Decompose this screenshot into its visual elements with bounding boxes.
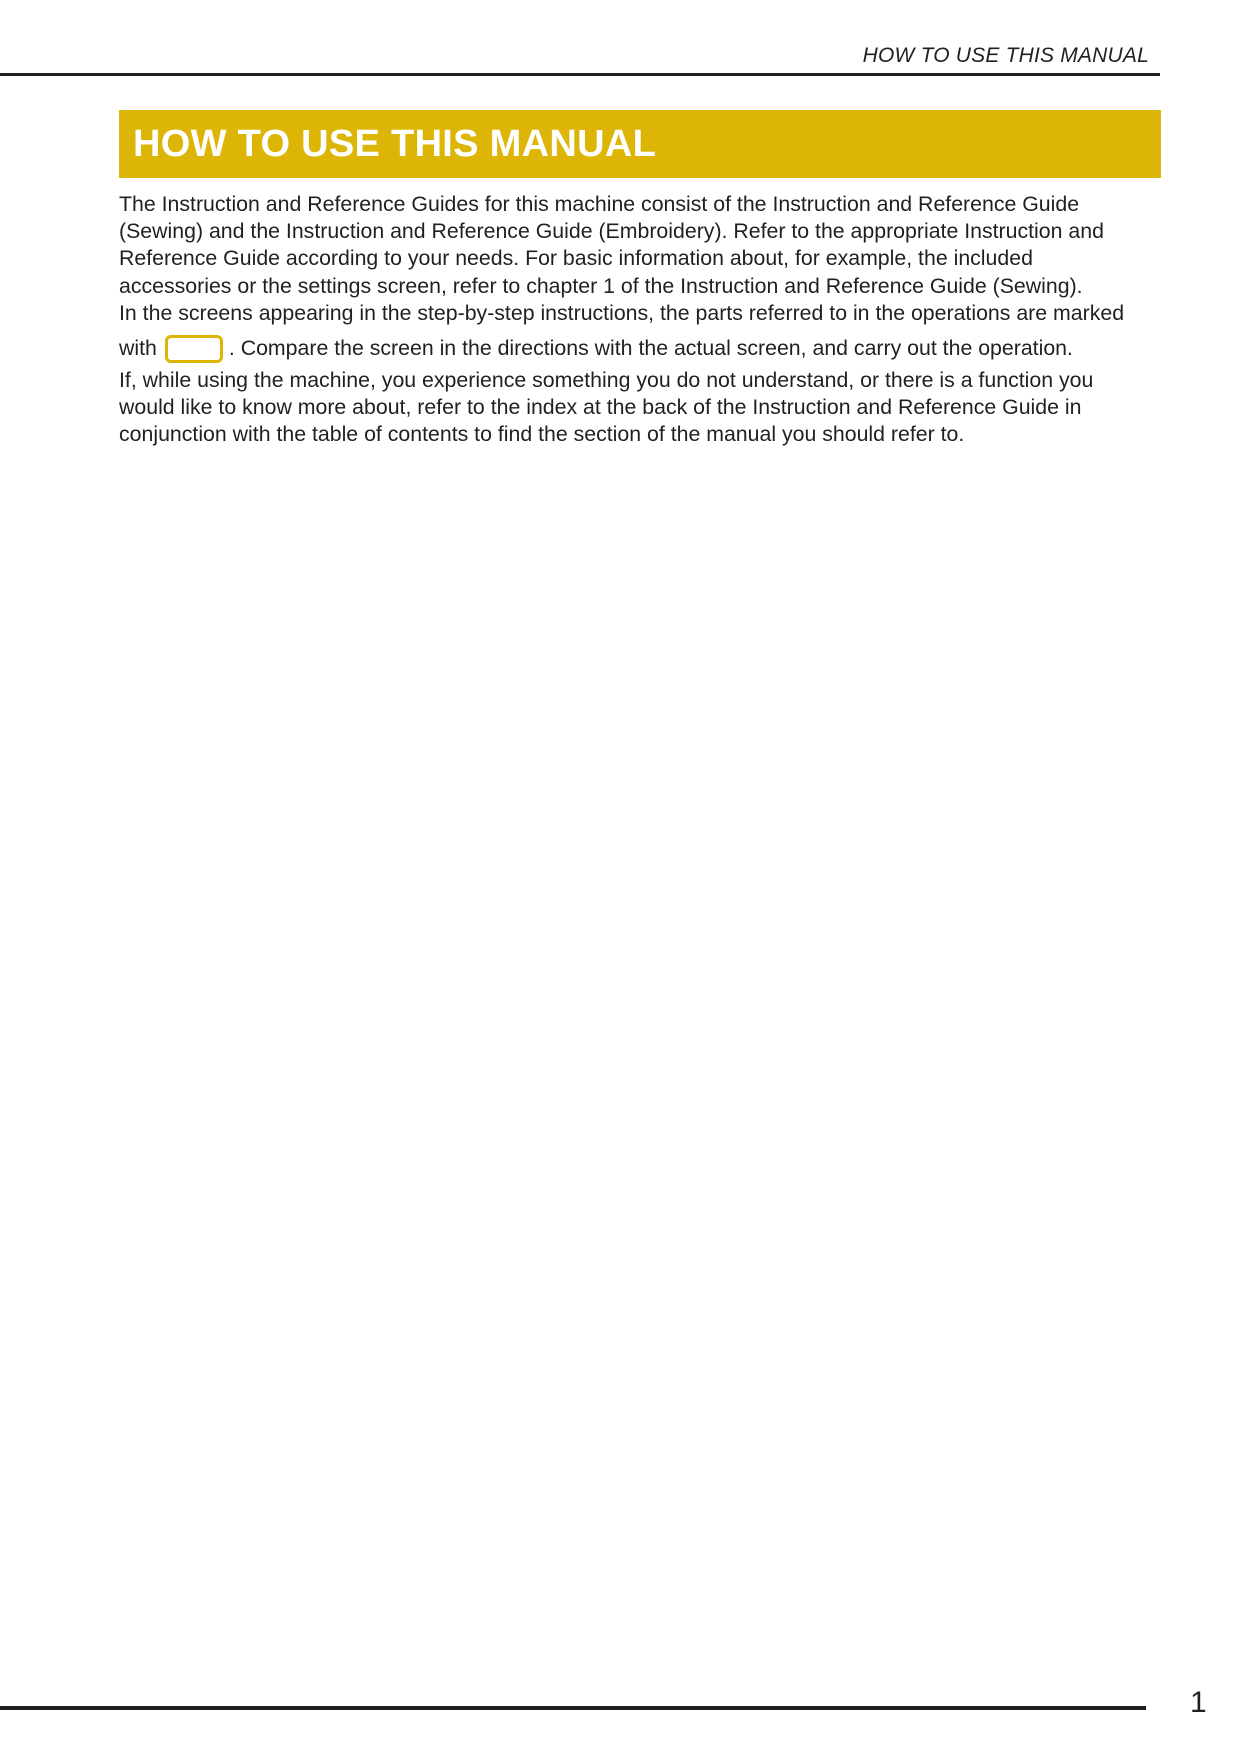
paragraph-guides bbox=[119, 191, 1165, 300]
paragraph-index bbox=[119, 367, 1165, 449]
highlight-frame-icon bbox=[165, 335, 223, 363]
text-line: If, while using the machine, you experience something you do not understand, or there is a function you bbox=[119, 368, 1094, 393]
paragraph-screens bbox=[119, 300, 1165, 363]
page-number: 1 bbox=[1190, 1686, 1207, 1719]
marker-line bbox=[119, 335, 1165, 363]
text-line: accessories or the settings screen, refer to chapter 1 of the Instruction and Reference Guide (Sewing). bbox=[119, 273, 1083, 298]
text-line: Reference Guide according to your needs. For basic information about, for example, the included bbox=[119, 246, 1033, 271]
footer-rule bbox=[0, 1706, 1146, 1710]
text-line: conjunction with the table of contents to find the section of the manual you should refer to. bbox=[119, 422, 965, 447]
body-text bbox=[119, 191, 1165, 449]
section-title-bar bbox=[119, 110, 1161, 178]
text-line: The Instruction and Reference Guides for this machine consist of the Instruction and Reference Guide bbox=[119, 192, 1080, 216]
text-with: with bbox=[119, 336, 157, 361]
header-rule bbox=[0, 73, 1160, 76]
text-line: (Sewing) and the Instruction and Reference Guide (Embroidery). Refer to the appropriate Instruction and bbox=[119, 219, 1104, 244]
text-line: would like to know more about, refer to the index at the back of the Instruction and Reference Guide in bbox=[119, 395, 1082, 420]
running-header: HOW TO USE THIS MANUAL bbox=[862, 44, 1149, 67]
section-title: HOW TO USE THIS MANUAL bbox=[133, 122, 657, 165]
text-line: In the screens appearing in the step-by-step instructions, the parts referred to in the operations are marked bbox=[119, 300, 1125, 325]
text-after-marker: . Compare the screen in the directions with the actual screen, and carry out the operation. bbox=[228, 336, 1073, 361]
